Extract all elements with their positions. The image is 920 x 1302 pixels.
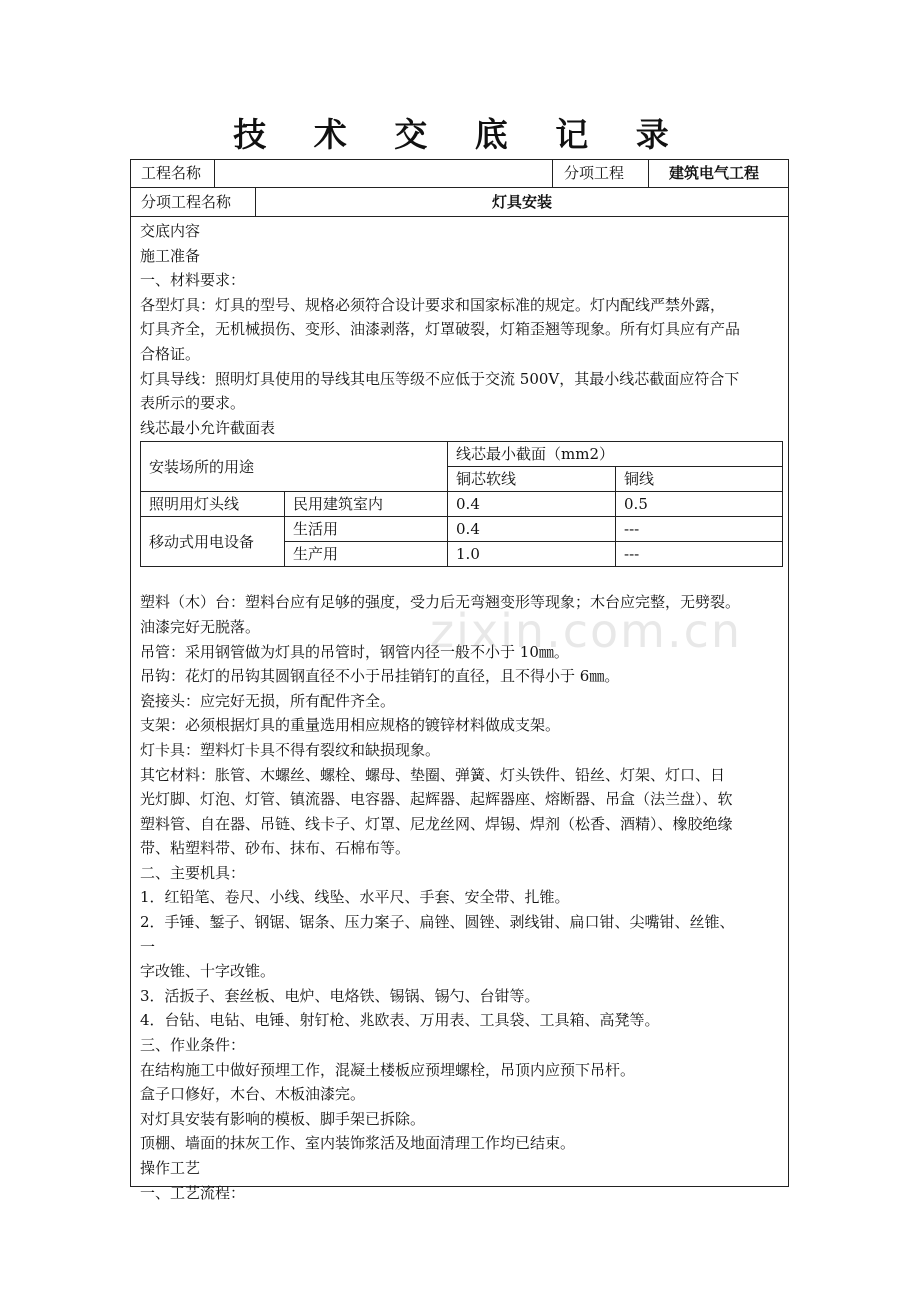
disclosure-content: [140, 219, 786, 1205]
sub-project-label: 分项工程: [553, 160, 649, 187]
table-cell: ---: [616, 542, 783, 567]
table-cell: 照明用灯头线: [141, 492, 285, 517]
text-line: 二、主要机具：: [140, 863, 246, 882]
table-cell: 0.4: [448, 492, 616, 517]
text-line: 3．活扳子、套丝板、电炉、电烙铁、锡锅、锡勺、台钳等。: [140, 986, 540, 1005]
table-cell: 0.5: [616, 492, 783, 517]
text-line: 吊管：采用钢管做为灯具的吊管时，钢管内径一般不小于 10㎜。: [140, 642, 569, 661]
text-line: 1．红铅笔、卷尺、小线、线坠、水平尺、手套、安全带、扎锥。: [140, 888, 570, 907]
text-line: 表所示的要求。: [140, 394, 246, 413]
watermark: zixin.com.cn: [430, 604, 743, 658]
text-line: 一: [140, 937, 156, 956]
record-form: [130, 159, 789, 1202]
text-line: 合格证。: [140, 344, 201, 363]
table-row: [141, 442, 783, 467]
text-line: 光灯脚、灯泡、灯管、镇流器、电容器、起辉器、起辉器座、熔断器、吊盒（法兰盘）、软: [140, 790, 733, 809]
project-name-label: 工程名称: [131, 160, 215, 187]
disclosure-content-continued: [140, 590, 786, 1205]
table-caption: 线芯最小允许截面表: [140, 418, 276, 437]
table-header-cell: 铜芯软线: [448, 467, 616, 492]
text-line: 4．台钻、电钻、电锤、射钉枪、兆欧表、万用表、工具袋、工具箱、高凳等。: [140, 1011, 660, 1030]
text-line: 油漆完好无脱落。: [140, 617, 261, 636]
table-header-cell: 铜线: [616, 467, 783, 492]
text-line: 字改锥、十字改锥。: [140, 962, 276, 981]
text-line: 一、工艺流程：: [140, 1183, 246, 1202]
table-row: [141, 517, 783, 542]
text-line: 灯具齐全，无机械损伤、变形、油漆剥落，灯罩破裂，灯箱歪翘等现象。所有灯具应有产品: [140, 320, 741, 339]
text-line: 对灯具安装有影响的模板、脚手架已拆除。: [140, 1109, 426, 1128]
table-cell: ---: [616, 517, 783, 542]
text-line: 操作工艺: [140, 1159, 201, 1177]
table-header-cell: 线芯最小截面（mm2）: [448, 442, 783, 467]
sub-project-name-value: 灯具安装: [491, 193, 552, 211]
text-line: 盒子口修好，木台、木板油漆完。: [140, 1085, 366, 1104]
table-cell: 生产用: [285, 542, 448, 567]
header-row-project: [131, 160, 788, 188]
table-cell: 移动式用电设备: [141, 517, 285, 567]
sub-project-name-label: 分项工程名称: [131, 188, 256, 216]
table-cell: 0.4: [448, 517, 616, 542]
text-line: 交底内容: [140, 222, 201, 240]
sub-project-value: 建筑电气工程: [669, 164, 760, 182]
text-line: 塑料（木）台：塑料台应有足够的强度，受力后无弯翘变形等现象；木台应完整，无劈裂。: [140, 593, 741, 612]
text-line: 灯具导线：照明灯具使用的导线其电压等级不应低于交流 500V，其最小线芯截面应符合下: [140, 369, 740, 388]
table-row: [141, 492, 783, 517]
table-cell: 1.0: [448, 542, 616, 567]
text-line: 带、粘塑料带、砂布、抹布、石棉布等。: [140, 839, 411, 858]
text-line: 其它材料：胀管、木螺丝、螺栓、螺母、垫圈、弹簧、灯头铁件、铅丝、灯架、灯口、日: [140, 765, 726, 784]
section-heading: 一、材料要求：: [140, 271, 246, 290]
text-line: 在结构施工中做好预埋工作，混凝土楼板应预埋螺栓，吊顶内应预下吊杆。: [140, 1060, 636, 1079]
text-line: 三、作业条件：: [140, 1036, 246, 1055]
text-line: 施工准备: [140, 246, 201, 265]
document-title: 技 术 交 底 记 录: [233, 115, 687, 154]
text-line: 吊钩：花灯的吊钩其圆钢直径不小于吊挂销钉的直径，且不得小于 6㎜。: [140, 667, 620, 686]
text-line: 顶棚、墙面的抹灰工作、室内装饰浆活及地面清理工作均已结束。: [140, 1134, 576, 1153]
text-line: 支架：必须根据灯具的重量选用相应规格的镀锌材料做成支架。: [140, 716, 561, 735]
text-line: 灯卡具：塑料灯卡具不得有裂纹和缺损现象。: [140, 740, 441, 759]
project-name-value: [215, 160, 553, 187]
text-line: 瓷接头：应完好无损，所有配件齐全。: [140, 691, 396, 710]
table-cell: 生活用: [285, 517, 448, 542]
table-cell: 民用建筑室内: [285, 492, 448, 517]
header-row-subproject: [131, 188, 788, 217]
text-line: 塑料管、自在器、吊链、线卡子、灯罩、尼龙丝网、焊锡、焊剂（松香、酒精）、橡胶绝缘: [140, 814, 733, 833]
table-header-cell: 安装场所的用途: [141, 442, 448, 492]
text-line: 各型灯具：灯具的型号、规格必须符合设计要求和国家标准的规定。灯内配线严禁外露，: [140, 295, 726, 314]
text-line: 2．手锤、錾子、钢锯、锯条、压力案子、扁锉、圆锉、剥线钳、扁口钳、尖嘴钳、丝锥、: [140, 913, 735, 932]
wire-section-table: [140, 441, 783, 567]
